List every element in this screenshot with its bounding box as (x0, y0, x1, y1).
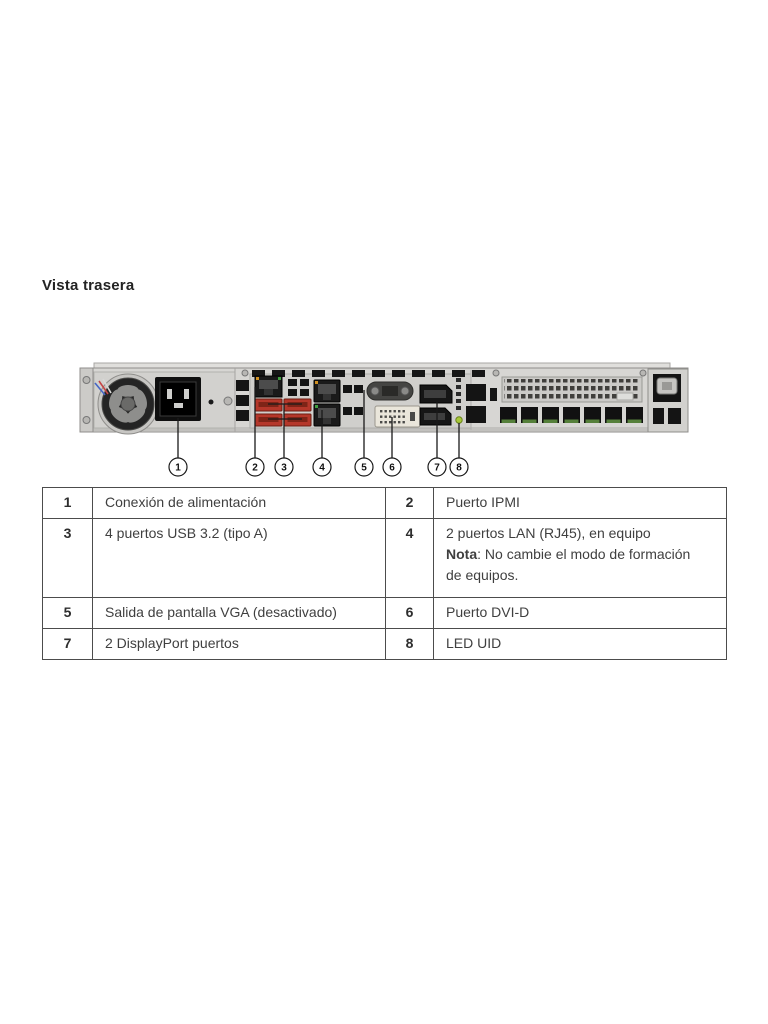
note-text: : No cambie el modo de formación de equipos. (446, 546, 691, 583)
svg-text:5: 5 (361, 462, 367, 474)
callout-number-cell: 5 (43, 598, 93, 629)
screw (224, 397, 232, 405)
description-cell: 2 DisplayPort puertos (93, 629, 386, 660)
right-bracket (648, 369, 688, 432)
lan-description: 2 puertos LAN (RJ45), en equipo (446, 525, 651, 541)
vent-grille (502, 377, 642, 402)
description-cell: Conexión de alimentación (93, 488, 386, 519)
table-row (43, 519, 727, 598)
callout-number-cell: 1 (43, 488, 93, 519)
rear-panel-figure (72, 360, 692, 478)
power-inlet (155, 377, 201, 421)
side-vent-slots (236, 380, 249, 421)
callout-number-cell: 8 (386, 629, 434, 660)
table-row (43, 488, 727, 519)
callout-number-cell: 6 (386, 598, 434, 629)
description-cell (434, 519, 727, 598)
svg-text:2: 2 (252, 462, 258, 474)
callout-number-cell: 7 (43, 629, 93, 660)
mount-hole (209, 400, 214, 405)
dvi-port (375, 406, 420, 427)
description-cell: Puerto DVI-D (434, 598, 727, 629)
ipmi-port (255, 376, 282, 397)
callout-number-cell: 2 (386, 488, 434, 519)
table-row (43, 629, 727, 660)
callout-number-cell: 4 (386, 519, 434, 598)
ports-table (42, 487, 727, 660)
svg-text:1: 1 (175, 462, 181, 474)
description-cell: Puerto IPMI (434, 488, 727, 519)
vga-port (367, 382, 413, 400)
description-cell: LED UID (434, 629, 727, 660)
page-title: Vista trasera (42, 277, 135, 294)
callout-number-cell: 3 (43, 519, 93, 598)
description-cell: Salida de pantalla VGA (desactivado) (93, 598, 386, 629)
svg-text:8: 8 (456, 462, 462, 474)
svg-text:7: 7 (434, 462, 440, 474)
uid-led (456, 417, 462, 423)
svg-text:3: 3 (281, 462, 287, 474)
pci-slots (500, 407, 643, 423)
svg-text:6: 6 (389, 462, 395, 474)
svg-text:4: 4 (319, 462, 325, 474)
description-cell: 4 puertos USB 3.2 (tipo A) (93, 519, 386, 598)
note-label: Nota (446, 546, 478, 562)
rear-panel-photo (72, 360, 692, 478)
table-row (43, 598, 727, 629)
